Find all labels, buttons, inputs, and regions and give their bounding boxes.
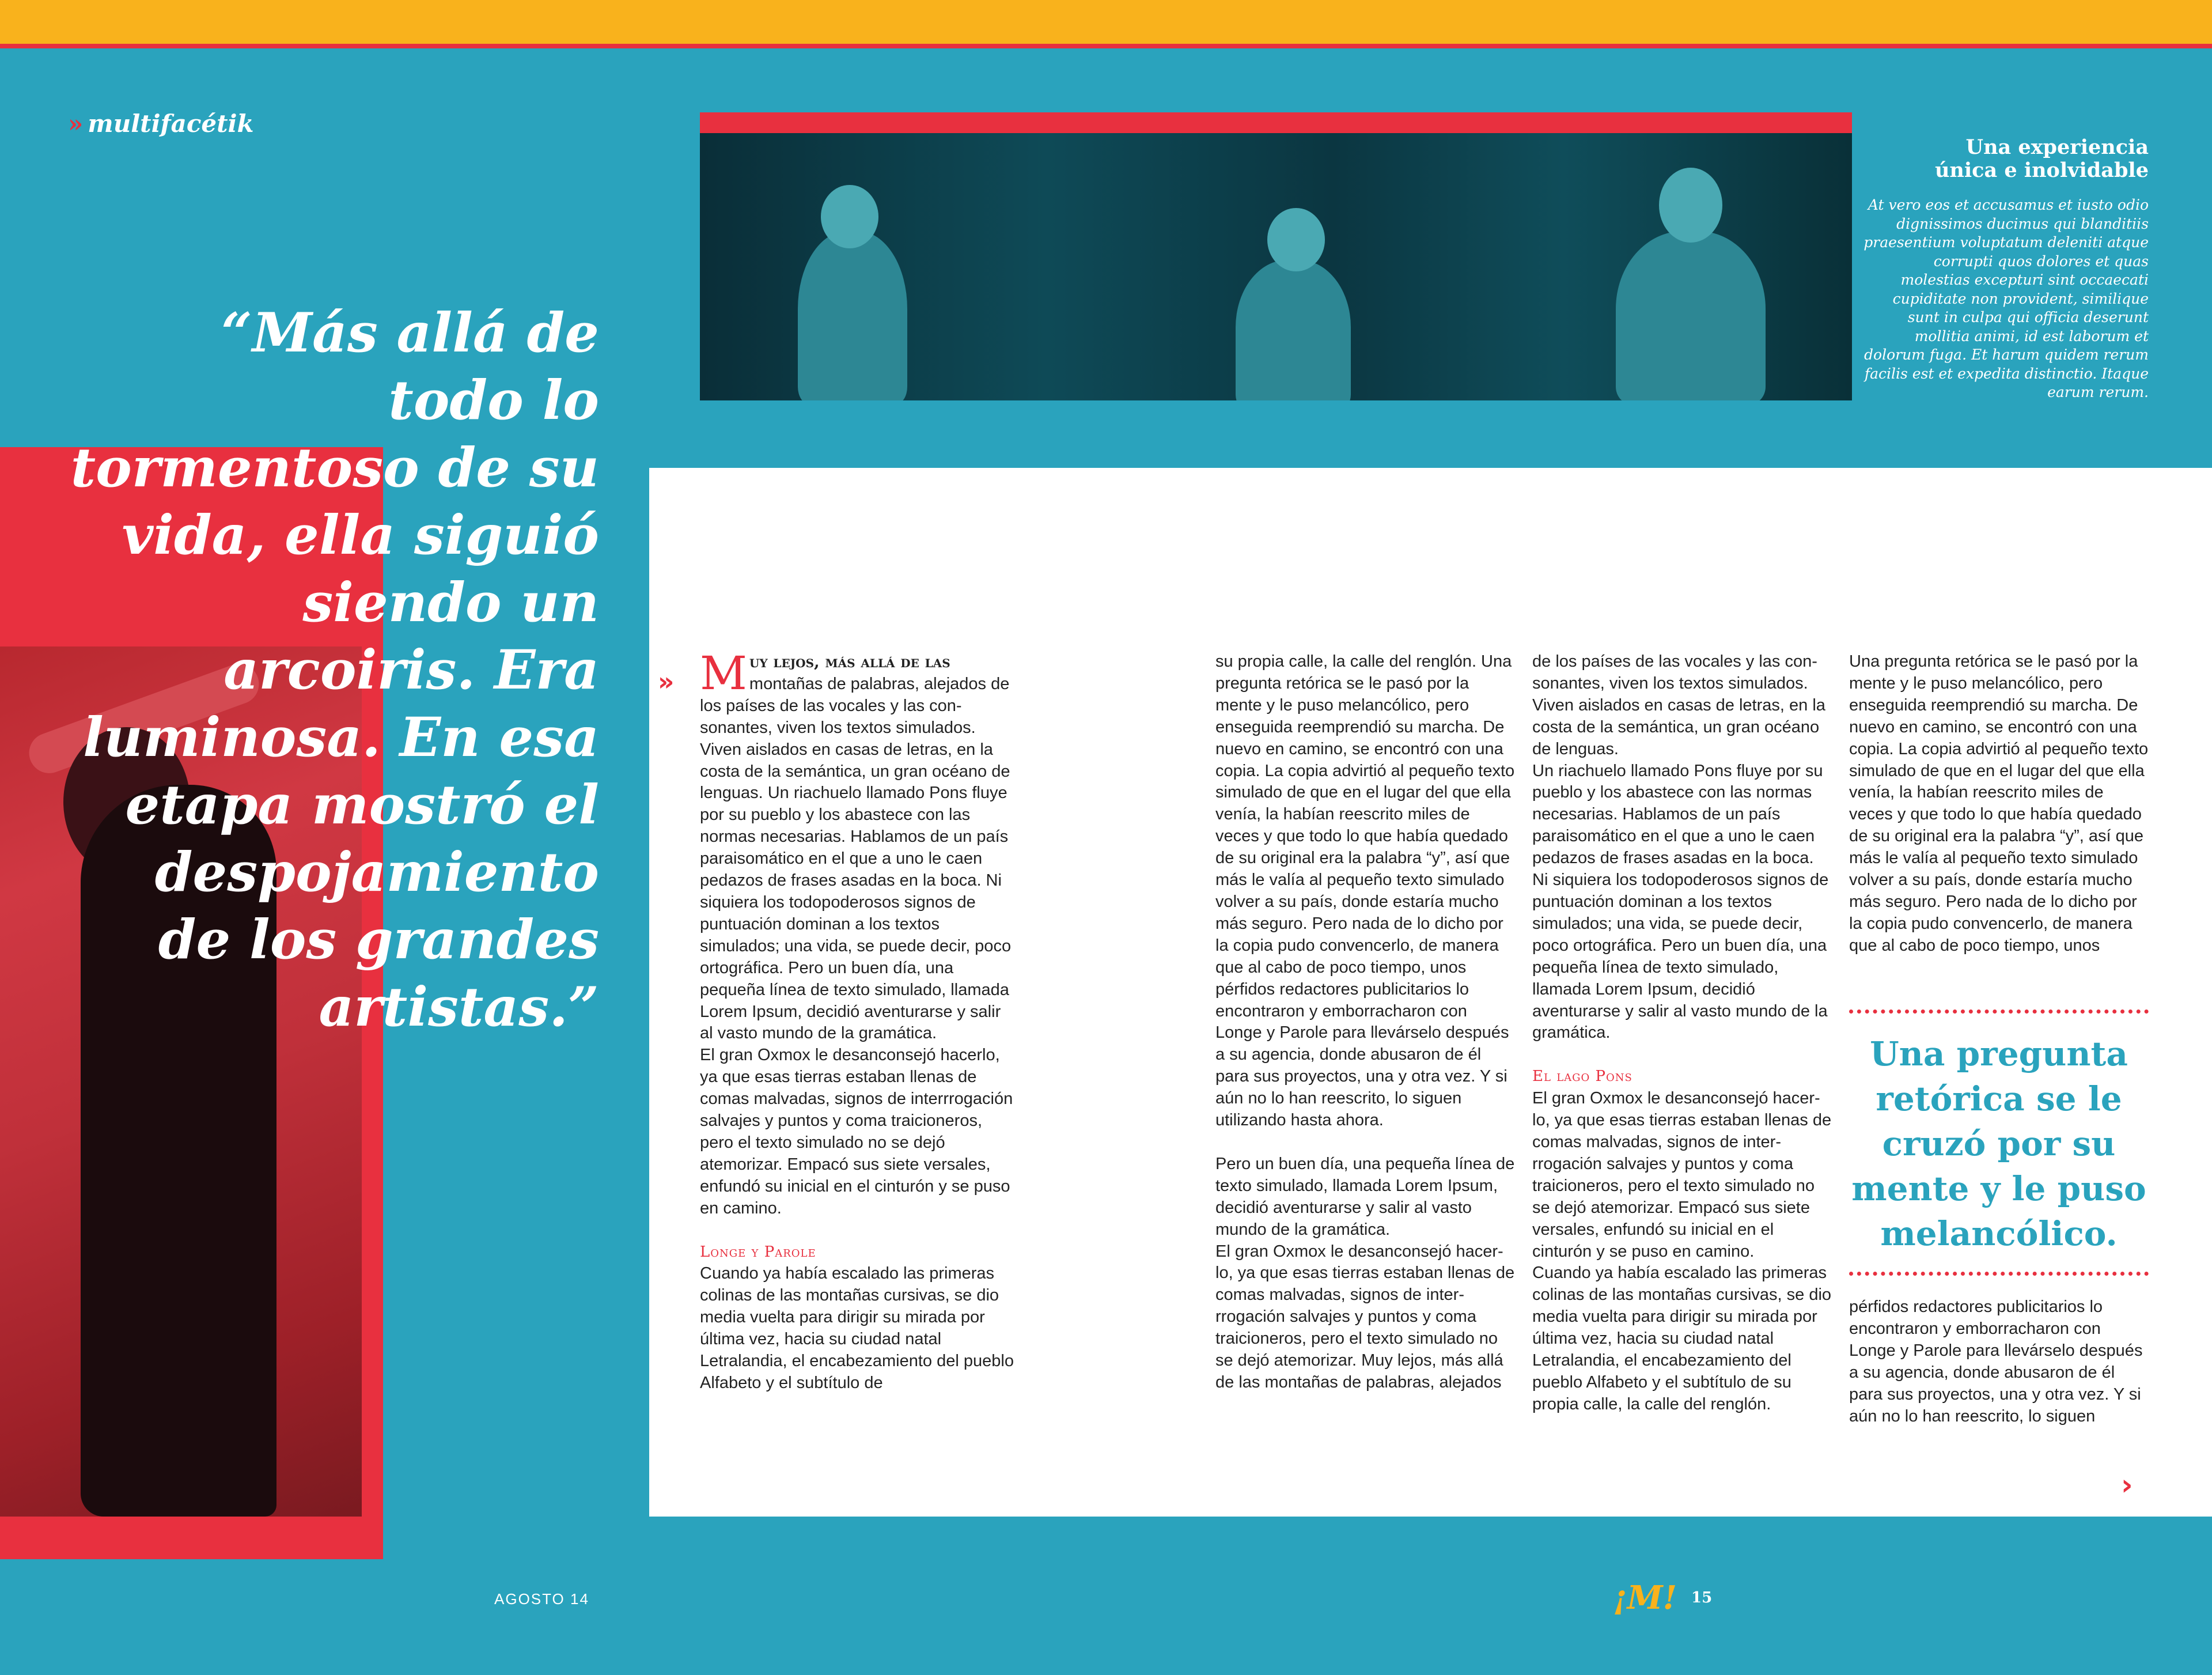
col2-paragraph-2: Pero un buen día, una pequeña línea de texto simulado, llamada Lorem Ipsum, decidió aventurarse y salir al vasto mundo de la gramática. xyxy=(1215,1154,1515,1239)
section-title: multifacétik xyxy=(88,109,254,138)
feature-quote: “Más allá de todo lo tormentoso de su vida, ella siguió siendo un arcoiris. Era luminosa. En esa etapa mostró el despojamiento de los grandes artistas.” xyxy=(70,301,599,1039)
col3-paragraph-4: Cuando ya había escalado las primeras colinas de las montañas cursivas, se dio media vuelta para dirigir su mirada por última vez, hacia su ciudad natal Letralandia, el encabezamiento del pueblo Alfabeto y el subtítulo de su propia calle, la calle del renglón. xyxy=(1532,1264,1832,1413)
footer-date: AGOSTO 14 xyxy=(494,1590,589,1608)
sidebar-title xyxy=(1861,136,2149,182)
photo-head-left xyxy=(821,185,878,248)
column-start-chevrons: » xyxy=(658,667,675,697)
article-column-2 xyxy=(1215,651,1515,1394)
col1-paragraph-3: Cuando ya había escalado las primeras colinas de las montañas cursivas, se dio media vuelta para dirigir su mirada por última vez, hacia su ciudad natal Letralandia, el encabezamiento del pueblo Alfabeto y el subtítulo de xyxy=(700,1264,1014,1392)
photo-head-right xyxy=(1659,168,1722,243)
next-page-arrow-icon[interactable]: › xyxy=(2121,1468,2133,1502)
top-red-line xyxy=(0,44,2212,48)
pullquote-divider-bottom xyxy=(1849,1272,2149,1276)
section-label xyxy=(68,109,254,138)
col3-paragraph-2: Un riachuelo llamado Pons fluye por su pueblo y los abastece con las normas necesarias. Hablamos de un país paraisomático en el que a uno le caen pedazos de frases asadas en la boca. Ni siquiera los todopoderosos signos de puntuación dominan a los textos simulados; una vida, se puede decir, poco ortográfica. Pero un buen día, una pequeña línea de texto simulado, llamada Lorem Ipsum, decidió aventurarse y salir al vasto mundo de la gramática. xyxy=(1532,761,1829,1042)
photo-performer-right xyxy=(1616,231,1766,400)
top-yellow-bar xyxy=(0,0,2212,44)
lead-paragraph xyxy=(700,646,1014,1045)
col2-paragraph-1: su propia calle, la calle del renglón. Una pregunta retórica se le pasó por la mente y le puso melancólico, pero enseguida reemprendió su marcha. De nuevo en camino, se encontró con una copia. La copia advirtió al pequeño texto simulado de que en el lugar del que ella venía, la habían reescrito miles de veces y que todo lo que había quedado de su original era la palabra “y”, así que más le valía al pequeño texto simulado volver a su país, donde estaría mucho más seguro. Pero nada de lo dicho por la copia pudo convencerlo, de manera que al cabo de poco tiempo, unos pérfidos redactores publicitarios lo encontraron y emborracharon con Longe y Parole para llevárselo después a su agencia, donde abusaron de él para sus proyectos, una y otra vez. Y si aún no lo han reescrito, lo siguen utilizando hasta ahora. xyxy=(1215,652,1515,1130)
pullquote-divider-top xyxy=(1849,1009,2149,1014)
subheading-longe-y-parole: Longe y Parole xyxy=(700,1243,816,1261)
article-column-4-continued xyxy=(1849,1296,2149,1427)
col3-paragraph-3: El gran Oxmox le desanconsejó hacerlo, ya que esas tierras estaban llenas de comas malvadas, signos de interrrogación salvajes y puntos y coma traicioneros, pero el texto simulado no se dejó atemorizar. Empacó sus siete versales, enfundó su inicial en el cinturón y se puso en camino. xyxy=(1532,1089,1832,1261)
section-marker: » xyxy=(68,109,84,138)
photo-performer-left xyxy=(798,231,907,400)
article-column-3 xyxy=(1532,651,1832,1416)
drop-cap: M xyxy=(700,646,747,700)
photo-strip-red-bar xyxy=(700,112,1852,133)
sidebar-title-line2: única e inolvidable xyxy=(1934,158,2149,182)
subheading-el-lago-pons: El lago Pons xyxy=(1532,1068,1633,1086)
magazine-logo: ¡M! xyxy=(1613,1579,1677,1617)
sidebar-body: At vero eos et accusamus et iusto odio dignissimos ducimus qui blanditiis praesentium voluptatum deleniti atque corrupti quos dolores et quas molestias excepturi sint occaecati cupiditate non provident, similique sunt in culpa qui officia deserunt mollitia animi, id est laborum et dolorum fuga. Et harum quidem rerum facilis est et expedita distinctio. Itaque earum rerum. xyxy=(1863,196,2149,400)
pull-quote: Una pregunta retórica se le cruzó por su mente y le puso melancólico. xyxy=(1851,1034,2146,1253)
stage-photo xyxy=(700,133,1852,400)
article-column-1 xyxy=(700,646,1014,1394)
lead-smallcaps: uy lejos, más allá de las xyxy=(749,652,950,671)
col4-paragraph-2: pérfidos redactores publicitarios lo encontraron y emborracharon con Longe y Parole para llevárselo después a su agencia, donde abusaron de él para sus proyectos, una y otra vez. Y si aún no lo han reescrito, lo siguen xyxy=(1849,1298,2143,1426)
col4-paragraph-1: Una pregunta retórica se le pasó por la mente y le puso melancólico, pero enseguida reemprendió su marcha. De nuevo en camino, se encontró con una copia. La copia advirtió al pequeño texto simulado de que en el lugar del que ella venía, la habían reescrito miles de veces y que todo lo que había quedado de su original era la palabra “y”, así que más le valía al pequeño texto simulado volver a su país, donde estaría mucho más seguro. Pero nada de lo dicho por la copia pudo convencerlo, de manera que al cabo de poco tiempo, unos xyxy=(1849,652,2149,955)
page-number: 15 xyxy=(1691,1589,1713,1606)
article-column-4 xyxy=(1849,651,2149,957)
col3-paragraph-1: de los países de las vocales y las consonantes, viven los textos simulados. Viven aislados en casas de letras, en la costa de la semántica, un gran océano de lenguas. xyxy=(1532,652,1825,758)
col2-paragraph-3: El gran Oxmox le desanconsejó hacerlo, ya que esas tierras estaban llenas de comas malvadas, signos de interrrogación salvajes y puntos y coma traicioneros, pero el texto simulado no se dejó atemorizar. Muy lejos, más allá de las montañas de palabras, alejados xyxy=(1215,1242,1515,1392)
col1-paragraph-1: montañas de palabras, alejados de los países de las vocales y las consonantes, viven los textos simulados. Viven aislados en casas de letras, en la costa de la semántica, un gran océano de lenguas. Un riachuelo llamado Pons fluye por su pueblo y los abastece con las normas necesarias. Hablamos de un país paraisomático en el que a uno le caen pedazos de frases asadas en la boca. Ni siquiera los todopoderosos signos de puntuación dominan a los textos simulados; una vida, se puede decir, poco ortográfica. Pero un buen día, una pequeña línea de texto simulado, llamada Lorem Ipsum, decidió aventurarse y salir al vasto mundo de la gramática. xyxy=(700,674,1012,1043)
col1-paragraph-2: El gran Oxmox le desanconsejó hacerlo, ya que esas tierras estaban llenas de comas malvadas, signos de interrrogación salvajes y puntos y coma traicioneros, pero el texto simulado no se dejó atemorizar. Empacó sus siete versales, enfundó su inicial en el cinturón y se puso en camino. xyxy=(700,1046,1013,1218)
photo-performer-center xyxy=(1236,260,1351,400)
sidebar-title-line1: Una experiencia xyxy=(1965,135,2149,159)
photo-head-center xyxy=(1267,208,1325,271)
